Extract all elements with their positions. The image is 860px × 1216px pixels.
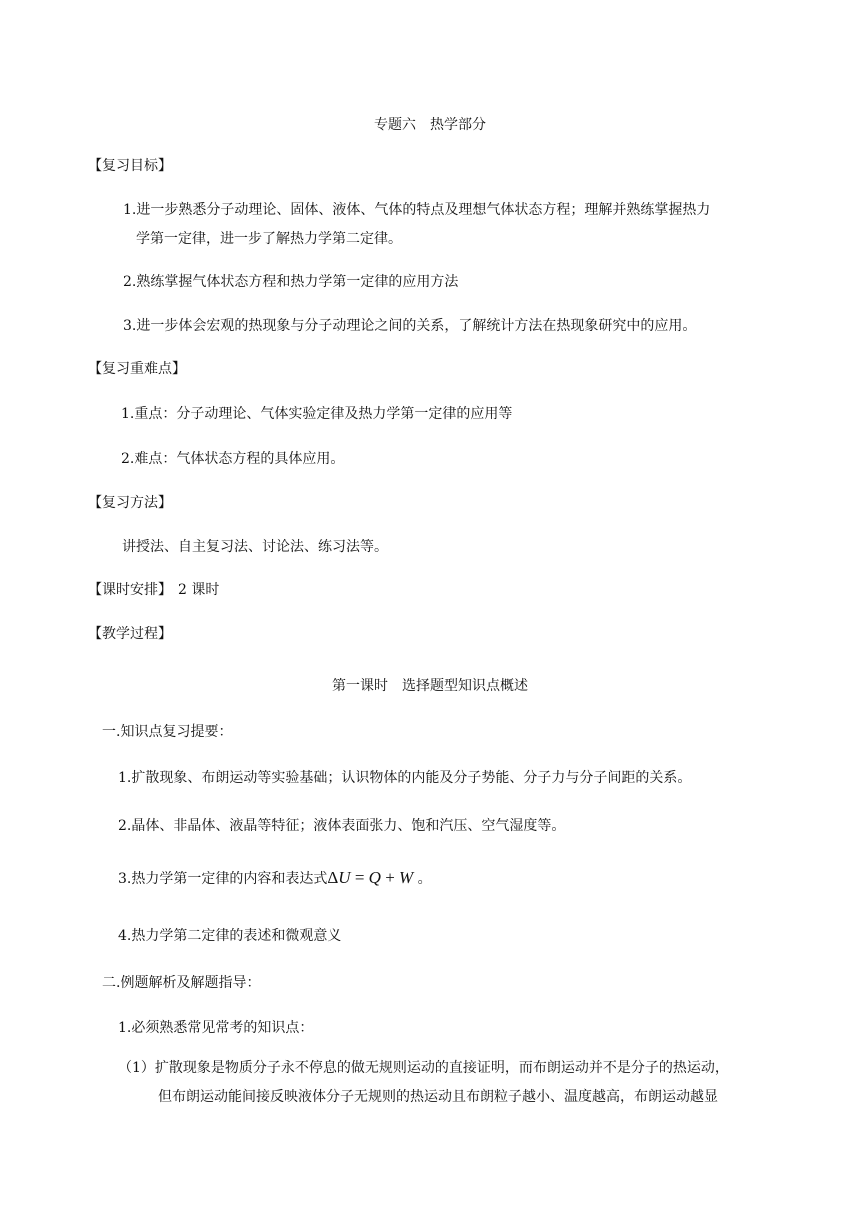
- schedule-line: [88, 580, 219, 600]
- goal-item-1-cont: 学第一定律，进一步了解热力学第二定律。: [136, 231, 402, 247]
- knowledge-item-1: 1.扩散现象、布朗运动等实验基础；认识物体的内能及分子势能、分子力与分子间距的关系。: [118, 770, 692, 786]
- goals-heading: 【复习目标】: [88, 158, 172, 174]
- schedule-heading: 【课时安排】: [88, 582, 172, 598]
- knowledge-item-2: 2.晶体、非晶体、液晶等特征；液体表面张力、饱和汽压、空气湿度等。: [118, 818, 566, 834]
- paragraph-line-1: （1）扩散现象是物质分子永不停息的做无规则运动的直接证明，而布朗运动并不是分子的热运动，: [118, 1060, 729, 1076]
- part2-subheading: 1.必须熟悉常见常考的知识点：: [118, 1020, 314, 1036]
- key-point-1: 1.重点：分子动理论、气体实验定律及热力学第一定律的应用等: [121, 406, 513, 422]
- first-law-formula: ΔU = Q + W: [327, 868, 414, 887]
- knowledge-item-3-text: 3.热力学第一定律的内容和表达式: [118, 871, 328, 887]
- paragraph-line-2: 但布朗运动能间接反映液体分子无规则的热运动且布朗粒子越小、温度越高，布朗运动越显: [158, 1089, 718, 1105]
- key-point-2: 2.难点：气体状态方程的具体应用。: [121, 451, 345, 467]
- methods-text: 讲授法、自主复习法、讨论法、练习法等。: [122, 539, 388, 555]
- lesson-title: 第一课时 选择题型知识点概述: [332, 678, 528, 694]
- goal-item-2: 2.熟练掌握气体状态方程和热力学第一定律的应用方法: [123, 274, 459, 290]
- part2-heading: 二.例题解析及解题指导：: [102, 975, 261, 991]
- schedule-text: 2 课时: [178, 582, 220, 598]
- key-points-heading: 【复习重难点】: [88, 361, 186, 377]
- part1-heading: 一.知识点复习提要：: [102, 724, 233, 740]
- goal-item-1: 1.进一步熟悉分子动理论、固体、液体、气体的特点及理想气体状态方程；理解并熟练掌握热力: [123, 202, 711, 218]
- knowledge-item-3: 3.热力学第一定律的内容和表达式ΔU = Q + W 。: [118, 868, 432, 887]
- methods-heading: 【复习方法】: [88, 495, 172, 511]
- knowledge-item-4: 4.热力学第二定律的表述和微观意义: [118, 928, 342, 944]
- process-heading: 【教学过程】: [88, 626, 172, 642]
- page-title: 专题六 热学部分: [374, 117, 486, 133]
- goal-item-3: 3.进一步体会宏观的热现象与分子动理论之间的关系，了解统计方法在热现象研究中的应用。: [123, 318, 697, 334]
